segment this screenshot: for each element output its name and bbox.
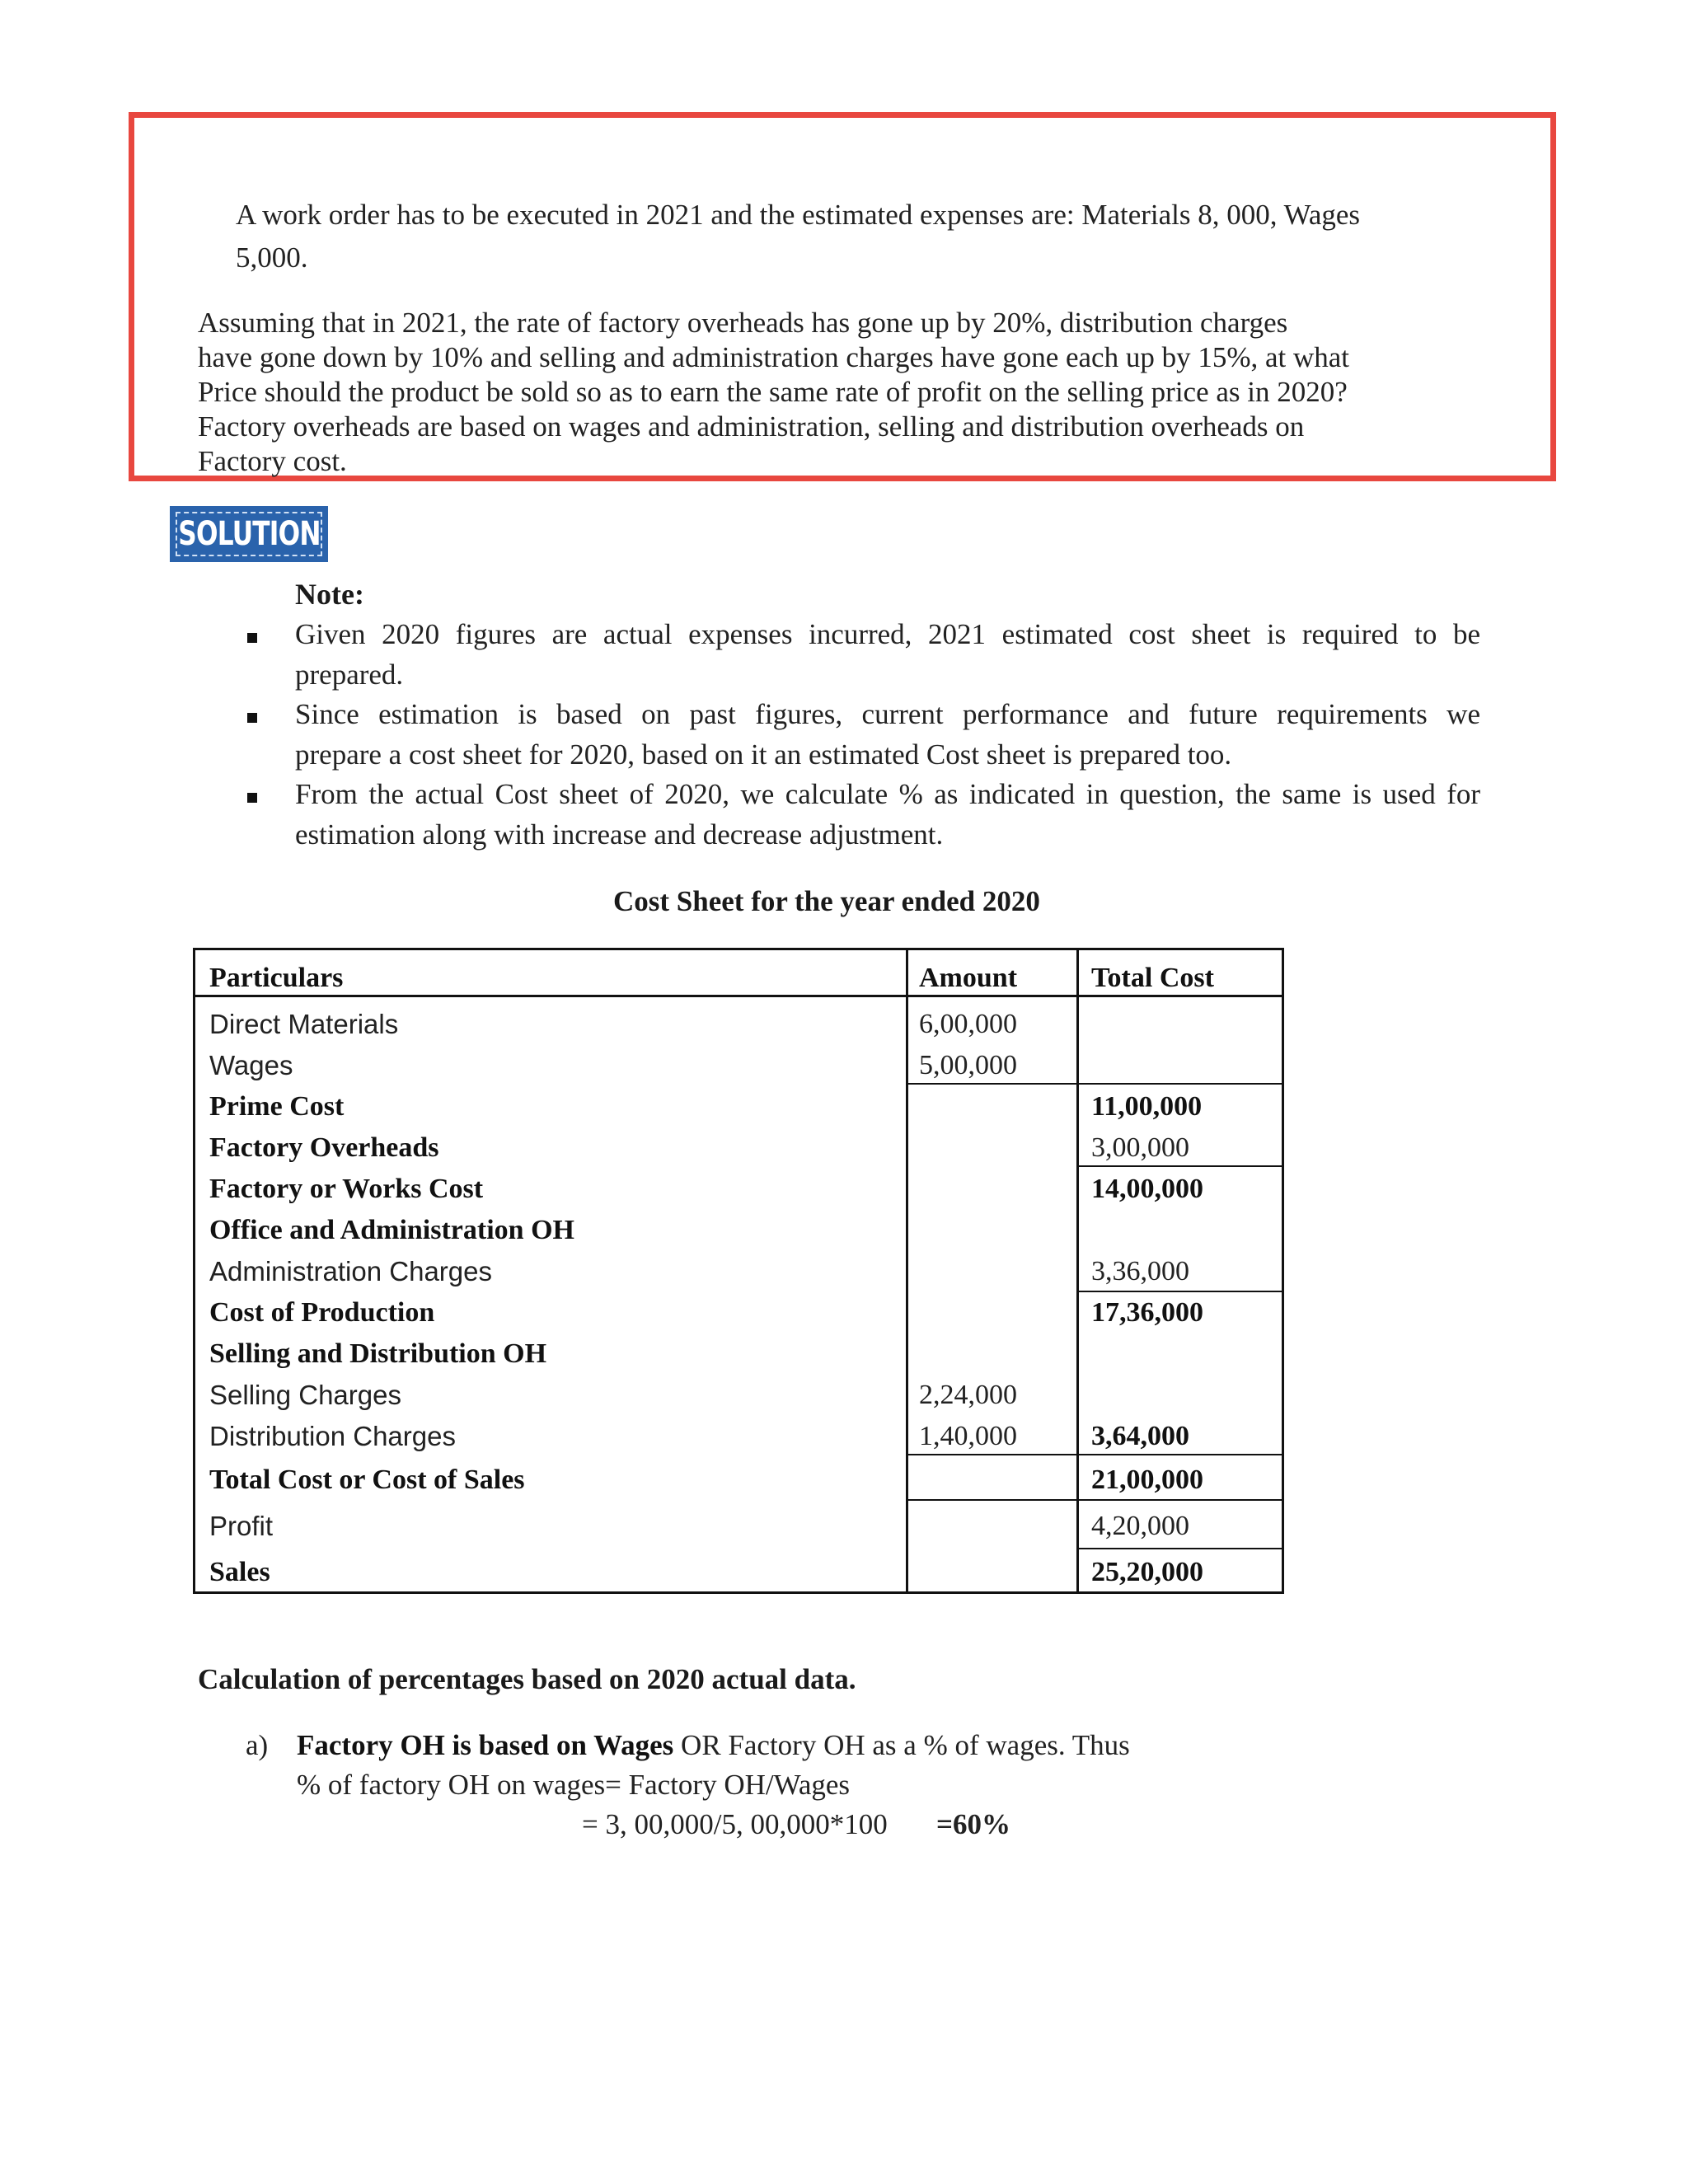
table-header-amount: Amount xyxy=(919,963,1018,993)
calc-item-a-bold: Factory OH is based on Wages xyxy=(297,1729,674,1761)
question-para-line: Assuming that in 2021, the rate of factory overheads has gone up by 20%, distribution charges xyxy=(198,307,1288,339)
table-row-label: Total Cost or Cost of Sales xyxy=(209,1465,525,1495)
table-row-divider xyxy=(1077,1083,1282,1085)
table-row-label: Factory Overheads xyxy=(209,1132,439,1163)
calc-item-a-result: =60% xyxy=(936,1808,1010,1840)
question-para-line: Price should the product be sold so as to earn the same rate of profit on the selling price as in 2020? xyxy=(198,376,1348,408)
calc-item-a-formula: = 3, 00,000/5, 00,000*100 xyxy=(582,1808,888,1840)
table-row-divider xyxy=(1077,1291,1282,1292)
bullet-square-icon xyxy=(247,633,257,643)
bullet-square-icon xyxy=(247,793,257,803)
table-row-total: 11,00,000 xyxy=(1091,1091,1203,1122)
table-row-label: Wages xyxy=(209,1050,293,1080)
calc-item-a-marker: a) xyxy=(246,1729,269,1761)
table-row-amount: 1,40,000 xyxy=(919,1421,1017,1451)
table-row-label: Cost of Production xyxy=(209,1297,435,1328)
table-header-divider xyxy=(195,995,1282,997)
question-para-line: Factory cost. xyxy=(198,445,347,477)
note-bullet-3-line-2: estimation along with increase and decrease adjustment. xyxy=(295,818,944,851)
calculation-heading: Calculation of percentages based on 2020 actual data. xyxy=(198,1663,856,1695)
question-line-2: 5,000. xyxy=(236,241,308,274)
question-para-line: Factory overheads are based on wages and administration, selling and distribution overheads on xyxy=(198,410,1305,443)
note-bullet-1-line-2: prepared. xyxy=(295,658,404,691)
calc-item-a-line-2: % of factory OH on wages= Factory OH/Wages xyxy=(297,1769,851,1801)
question-line-1: A work order has to be executed in 2021 and the estimated expenses are: Materials 8, 000, Wages xyxy=(236,199,1361,231)
table-header-total-cost: Total Cost xyxy=(1091,963,1214,993)
note-bullet-3-line-1: From the actual Cost sheet of 2020, we calculate % as indicated in question, the same is used for xyxy=(295,778,1480,810)
bullet-square-icon xyxy=(247,713,257,723)
table-row-total: 3,36,000 xyxy=(1091,1256,1189,1286)
table-row-divider xyxy=(1077,1499,1282,1501)
solution-badge-label: SOLUTION xyxy=(177,515,321,553)
table-row-total: 3,00,000 xyxy=(1091,1132,1189,1163)
note-bullet-1-line-1: Given 2020 figures are actual expenses incurred, 2021 estimated cost sheet is required to be xyxy=(295,618,1480,650)
question-para-line: have gone down by 10% and selling and administration charges have gone each up by 15%, at what xyxy=(198,341,1350,373)
table-row-divider xyxy=(906,1083,1077,1085)
table-row-label: Factory or Works Cost xyxy=(209,1174,484,1204)
solution-badge xyxy=(170,506,328,562)
table-row-amount: 5,00,000 xyxy=(919,1050,1017,1080)
table-row-label: Profit xyxy=(209,1511,274,1541)
table-title: Cost Sheet for the year ended 2020 xyxy=(613,885,1040,917)
table-row-label: Selling Charges xyxy=(209,1380,401,1410)
table-row-label: Office and Administration OH xyxy=(209,1215,574,1245)
table-row-label: Sales xyxy=(209,1557,270,1587)
table-row-label: Distribution Charges xyxy=(209,1421,456,1451)
table-row-total: 25,20,000 xyxy=(1091,1557,1203,1587)
calc-item-a-line-1 xyxy=(297,1729,1130,1762)
note-bullet-2-line-1: Since estimation is based on past figures, current performance and future requirements we xyxy=(295,698,1480,730)
table-row-amount: 6,00,000 xyxy=(919,1009,1017,1039)
note-heading: Note: xyxy=(295,578,364,611)
table-row-label: Direct Materials xyxy=(209,1009,399,1039)
calc-item-a-rest: OR Factory OH as a % of wages. Thus xyxy=(673,1729,1130,1761)
table-row-divider xyxy=(1077,1165,1282,1167)
table-row-total: 17,36,000 xyxy=(1091,1297,1203,1328)
table-row-divider xyxy=(906,1454,1077,1455)
table-row-label: Administration Charges xyxy=(209,1256,492,1286)
table-header-particulars: Particulars xyxy=(209,963,344,993)
note-bullet-2-line-2: prepare a cost sheet for 2020, based on it an estimated Cost sheet is prepared too. xyxy=(295,738,1232,771)
table-row-label: Selling and Distribution OH xyxy=(209,1338,547,1369)
table-row-amount: 2,24,000 xyxy=(919,1380,1017,1410)
table-column-divider xyxy=(906,950,908,1591)
table-row-total: 4,20,000 xyxy=(1091,1511,1189,1541)
table-row-total: 3,64,000 xyxy=(1091,1421,1189,1451)
table-row-divider xyxy=(1077,1454,1282,1455)
table-row-total: 14,00,000 xyxy=(1091,1174,1203,1204)
table-row-total: 21,00,000 xyxy=(1091,1465,1203,1495)
table-row-label: Prime Cost xyxy=(209,1091,345,1122)
table-column-divider xyxy=(1076,950,1079,1591)
table-row-divider xyxy=(906,1499,1077,1501)
table-row-divider xyxy=(1077,1548,1282,1549)
